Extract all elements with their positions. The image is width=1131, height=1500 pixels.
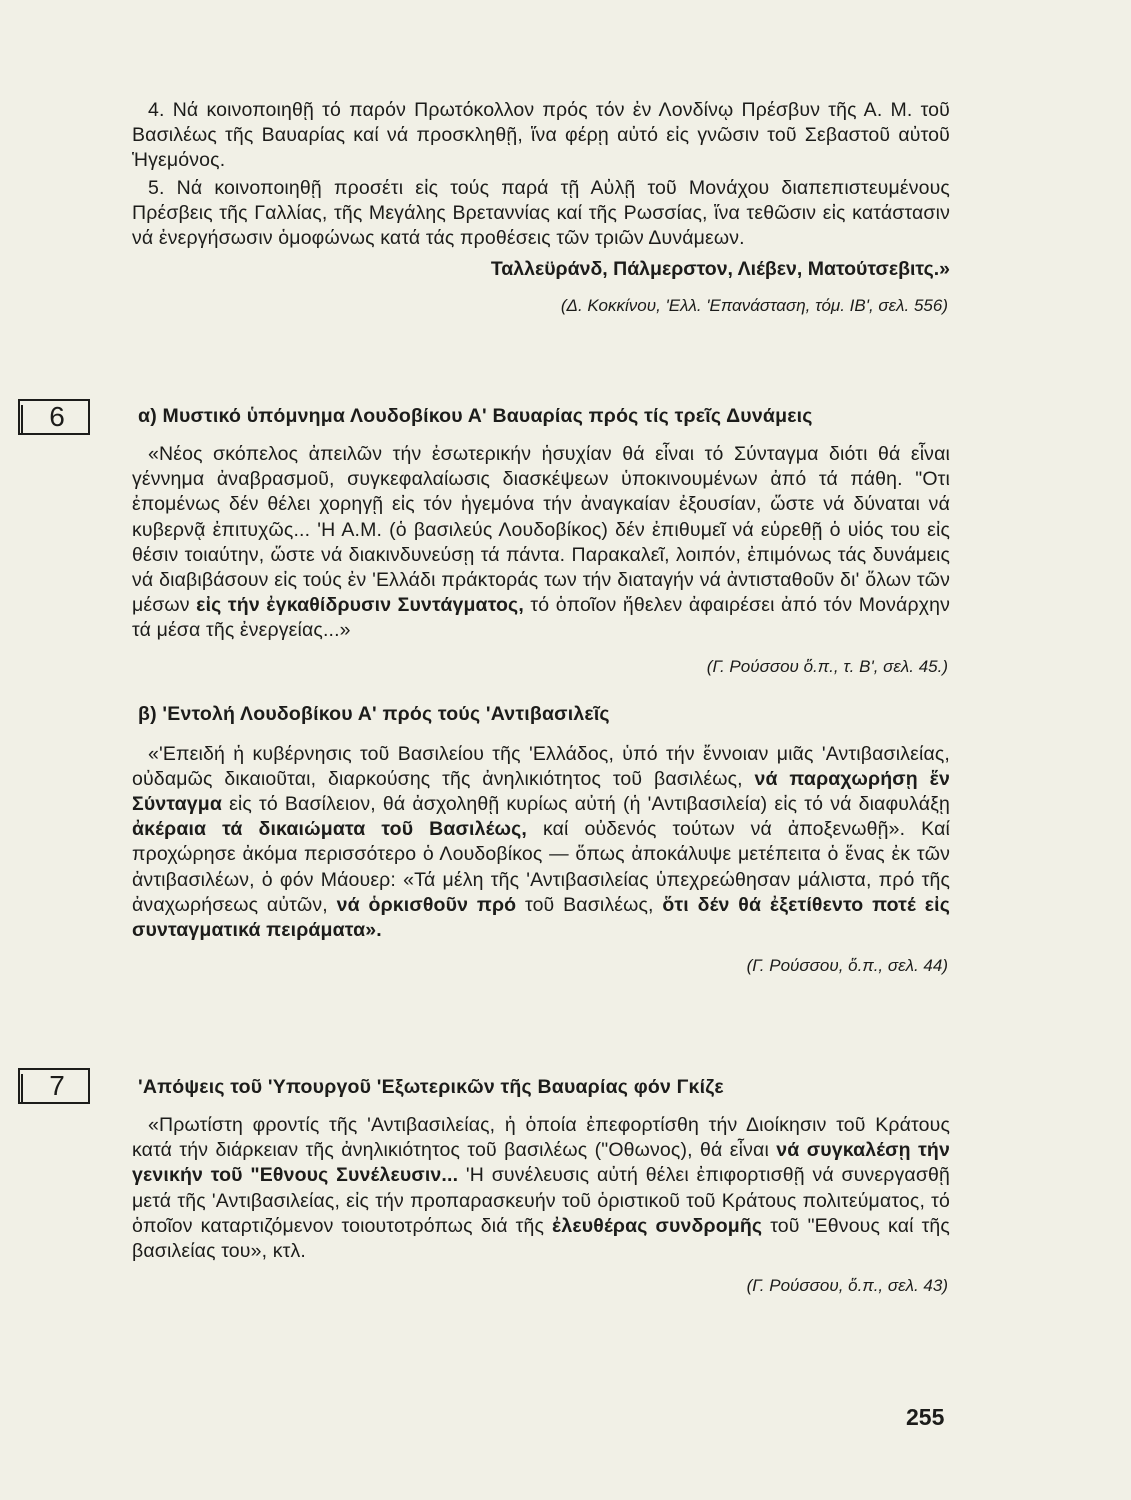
section-6b-text <box>132 742 950 944</box>
section-6 <box>132 404 950 977</box>
section-7-text-part: 'Η συνέλευσις αὐτή θέλει ἐπιφορτισθῇ νά συνεργασθῇ μετά τῆς 'Αντιβασιλείας, εἰς τήν προπαρασκευήν τοῦ ὁριστικοῦ τοῦ Κράτους πολιτεύματος, τό ὁποῖον καταρτιζόμενον τοιουτοτρόπως διά τῆς <box>132 1164 951 1237</box>
section-number-6: 6 <box>18 399 90 435</box>
section-6a-text <box>132 442 950 644</box>
section-7-emphasis: ἐλευθέρας συνδρομῆς <box>551 1214 763 1237</box>
section-7-emphasis: νά συγκαλέσῃ τήν γενικήν τοῦ "Εθνους Συνέλευσιν... <box>132 1139 950 1187</box>
citation-kokkinou: (Δ. Κοκκίνου, 'Ελλ. 'Επανάσταση, τόμ. ΙΒ', σελ. 556) <box>560 296 948 316</box>
section-6a-text-part: «Νέος σκόπελος ἀπειλῶν τήν ἐσωτερικήν ἡσυχίαν θά εἶναι τό Σύνταγμα διότι θά εἶναι γέννημα ἀναβρασμοῦ, συγκεφαλαίωσις διασκέψεων ὑποκινουμένων ἀπό τά πάθη. "Οτι ἐπομένως δέν θέλει χορηγῇ εἰς τόν ἡγεμόνα τήν ἀναγκαίαν ἐξουσίαν, ὥστε νά δύναται νά κυβερνᾷ ἐπιτυχῶς... 'Η Α.Μ. (ὁ βασιλεύς Λουδοβίκος) δέν ἐπιθυμεῖ νά εὑρεθῇ ὁ υἱός του εἰς θέσιν τοιαύτην, ὥστε νά διακινδυνεύσῃ τά πάντα. Παρακαλεῖ, λοιπόν, ἐπιμόνως τάς δυνάμεις νά διαβιβάσουν εἰς τούς ἐν 'Ελλάδι πράκτοράς των τήν διαταγήν νά ἀντισταθοῦν δι' ὅλων τῶν μέσων <box>132 443 950 617</box>
protocol-item-5: 5. Νά κοινοποιηθῇ προσέτι εἰς τούς παρά τῇ Αὐλῇ τοῦ Μονάχου διαπεπιστευμένους Πρέσβεις τῆς Γαλλίας, τῆς Μεγάλης Βρεταννίας καί τῆς Ρωσσίας, ἵνα τεθῶσιν εἰς κατάστασιν νά ἐνεργήσωσιν ὁμοφώνως κατά τάς προθέσεις τῶν τριῶν Δυνάμεων. <box>132 176 950 250</box>
section-6b-text-part: καί οὐδενός τούτων νά ἀποξενωθῇ». Καί προχώρησε ἀκόμα περισσότερο ὁ Λουδοβίκος — ὅπως ἀποκάλυψε μετέπειτα ὁ ἕνας ἐκ τῶν ἀντιβασιλέων, ὁ φόν Μάουερ: «Τά μέλη τῆς 'Αντιβασιλείας ὑπεχρεώθησαν μάλιστα, πρό τῆς ἀναχωρήσεως αὐτῶν, <box>132 818 950 916</box>
section-6b-text-part: εἰς τό Βασίλειον, θά ἀσχοληθῇ κυρίως αὐτή (ἡ 'Αντιβασιλεία) εἰς τό νά διαφυλάξῃ <box>222 793 950 816</box>
section-6b-emphasis: νά ὁρκισθοῦν πρό <box>336 893 517 916</box>
section-number-7: 7 <box>18 1068 90 1104</box>
citation-6a: (Γ. Ρούσσου ὅ.π., τ. Β', σελ. 45.) <box>706 656 948 676</box>
section-7-text-part: τοῦ "Εθνους καί τῆς βασιλείας του», κτλ. <box>132 1214 950 1263</box>
section-6b-text-part: τοῦ Βασιλέως, <box>516 893 663 916</box>
section-7-text-part: «Πρωτίστη φροντίς τῆς 'Αντιβασιλείας, ἡ ὁποία ἐπεφορτίσθη τήν Διοίκησιν τοῦ Κράτους κατά τήν διάρκειαν τῆς ἀνηλικιότητος τοῦ βασιλέως ("Οθωνος), θά εἶναι <box>132 1114 950 1162</box>
section-7 <box>132 1075 950 1297</box>
page-number: 255 <box>906 1404 945 1430</box>
section-6a-heading: α) Μυστικό ὑπόμνημα Λουδοβίκου Α' Βαυαρίας πρός τίς τρεῖς Δυνάμεις <box>138 405 813 427</box>
citation-6b: (Γ. Ρούσσου, ὅ.π., σελ. 44) <box>746 956 948 976</box>
section-6b-emphasis: ὅτι δέν θά ἐξετίθεντο ποτέ εἰς συνταγματικά πειράματα». <box>132 893 950 942</box>
section-6b-emphasis: ἀκέραια τά δικαιώματα τοῦ Βασιλέως, <box>132 818 527 841</box>
signatories: Ταλλεϋράνδ, Πάλμερστον, Λιέβεν, Ματούτσεβιτς.» <box>490 258 950 281</box>
section-6b-text-part: «'Επειδή ἡ κυβέρνησις τοῦ Βασιλείου τῆς 'Ελλάδος, ὑπό τήν ἔννοιαν μιᾶς 'Αντιβασιλείας, οὐδαμῶς δικαιοῦται, διαρκούσης τῆς ἀνηλικιότητος τοῦ βασιλέως, <box>132 742 950 790</box>
section-7-heading: 'Απόψεις τοῦ 'Υπουργοῦ 'Εξωτερικῶν τῆς Βαυαρίας φόν Γκίζε <box>138 1076 724 1098</box>
section-6a-text-part: τό ὁποῖον ἤθελεν ἀφαιρέσει ἀπό τόν Μονάρχην τά μέσα τῆς ἐνεργείας...» <box>132 594 950 642</box>
citation-7: (Γ. Ρούσσου, ὅ.π., σελ. 43) <box>746 1276 948 1296</box>
section-7-text <box>132 1113 950 1264</box>
protocol-continuation <box>132 98 950 317</box>
section-6b-heading: β) 'Εντολή Λουδοβίκου Α' πρός τούς 'Αντιβασιλεῖς <box>138 702 610 725</box>
section-6a-emphasis: εἰς τήν ἐγκαθίδρυσιν Συντάγματος, <box>196 594 524 617</box>
protocol-item-4: 4. Νά κοινοποιηθῇ τό παρόν Πρωτόκολλον πρός τόν ἐν Λονδίνῳ Πρέσβυν τῆς Α. Μ. τοῦ Βασιλέως τῆς Βαυαρίας καί νά προσκληθῇ, ἵνα φέρῃ αὐτό εἰς γνῶσιν τοῦ Σεβαστοῦ αὐτοῦ Ἡγεμόνος. <box>132 99 950 172</box>
section-6b-emphasis: νά παραχωρήσῃ ἕν Σύνταγμα <box>132 767 951 816</box>
